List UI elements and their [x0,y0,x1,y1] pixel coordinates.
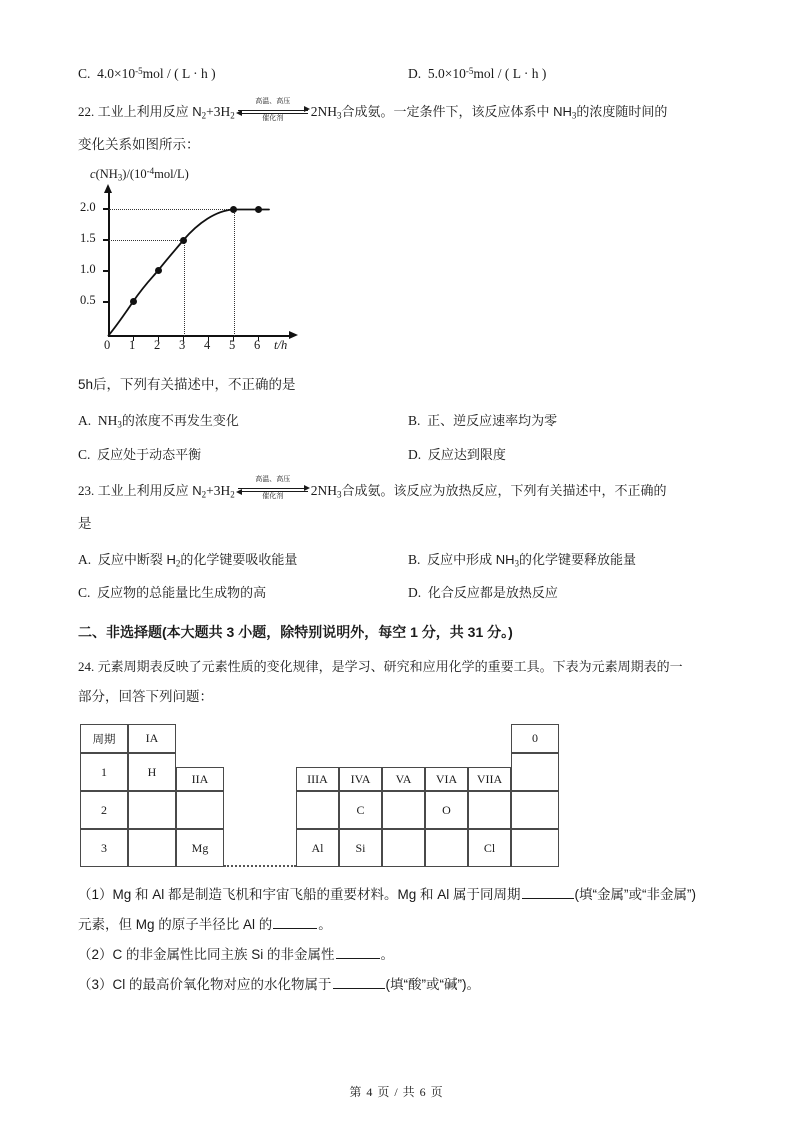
pt-cell-VIA-p3 [425,829,468,867]
q23-option-c-text: 反应物的总能量比生成物的高 [97,585,267,601]
q22-stem-part3: 的浓度随时间的 [576,104,668,120]
q23-option-c[interactable] [78,578,408,608]
q23-n-sub: 2 [201,488,207,499]
q22-option-a[interactable] [78,406,408,439]
q22-option-c[interactable] [78,440,408,470]
periodic-table [80,724,560,874]
q22-option-c-text: 反应处于动态平衡 [97,446,202,462]
q24-sub1-line2-a: 元素，但 Mg 的原子半径比 Al 的 [78,917,273,933]
q23-product: 2NH [310,482,338,498]
q23-stem-part2: 合成氨。该反应为放热反应，下列有关描述中，不正确的 [341,482,667,498]
q22-options-row-cd [78,440,718,470]
q22-option-b-label: B. [408,413,421,429]
chart-datapoint-1 [130,298,137,305]
section-2-heading: 二、非选择题(本大题共 3 小题，除特别说明外，每空 1 分，共 31 分。) [78,624,513,641]
q22-option-d-label: D. [408,446,422,462]
q24-sub1-answer-blank-2[interactable] [273,915,317,929]
pt-group-IIA: IIA [176,767,224,791]
q24-sub1-text-a: （1）Mg 和 Al 都是制造飞机和宇宙飞船的重要材料。Mg 和 Al 属于同周期 [78,887,521,903]
q24-stem-line2: 部分，回答下列问题： [78,689,213,705]
q23-option-d-label: D. [408,585,422,601]
q24-sub3-text-b: (填“酸”或“碱”)。 [385,977,480,993]
q23-option-b-sub: 3 [514,558,520,569]
q21-option-c[interactable] [78,56,408,89]
pt-group-VA: VA [382,767,425,791]
q22-nh-sub: 3 [337,110,342,121]
q23-stem-plus: +3H [206,482,231,498]
pt-cell-VA-p3 [382,829,425,867]
q21-option-c-value: $4.0\times 10^{-5}mol$ / ( L · h ) [97,66,216,82]
pt-cell-IA-p3 [128,829,176,867]
pt-group-0: 0 [511,724,559,753]
page-content [78,56,718,1000]
q22-option-c-label: C. [78,446,91,462]
q21-option-c-label: C. [78,66,91,82]
q23-option-b-post: 的化学键要释放能量 [519,551,637,567]
q23-option-a[interactable] [78,545,408,578]
pt-element-Al: Al [296,829,339,867]
chart-y-ticklabel-1.5: 1.5 [80,231,96,246]
q22-stem [78,97,718,130]
chart-x-ticklabel-6: 6 [254,338,261,353]
pt-cell-IA-p2 [128,791,176,829]
q24-sub3 [78,970,718,1000]
pt-element-O: O [425,791,468,829]
q23-option-b-pre: 反应中形成 NH [427,551,515,567]
pt-group-IIIA: IIIA [296,767,339,791]
q24-sub2-answer-blank[interactable] [336,945,380,959]
q22-option-a-sub: 3 [117,419,122,430]
chart-x-ticklabel-1: 1 [129,338,136,353]
q24-sub3-answer-blank[interactable] [333,975,385,989]
q24-sub1-line2 [78,910,718,940]
q23-option-d-text: 化合反应都是放热反应 [427,585,558,601]
pt-cell-VA-p2 [382,791,425,829]
q24-number: 24. [78,659,95,675]
q24-stem-text1: 元素周期表反映了元素性质的变化规律，是学习、研究和应用化学的重要工具。下表为元素周期表的一 [97,659,683,675]
chart-x-ticklabel-4: 4 [204,338,211,353]
q23-number: 23. [78,482,95,498]
q21-option-d-label: D. [408,66,422,82]
chart-curve [86,166,326,366]
q23-option-b-label: B. [408,551,421,567]
q24-sub2-text-a: （2）C 的非金属性比同主族 Si 的非金属性 [78,947,335,963]
chart-y-ticklabel-2.0: 2.0 [80,200,96,215]
q24-stem-line1 [78,652,718,682]
q24-sub2-text-b: 。 [380,947,395,963]
q23-option-d[interactable] [408,578,718,608]
q22-option-b-text: 正、逆反应速率均为零 [427,413,558,429]
q22-nh-sub2: 3 [571,110,577,121]
chart-datapoint-3 [180,237,187,244]
q23-options-row-ab [78,545,718,578]
q22-h-sub: 2 [230,110,235,121]
q22-n-sub: 2 [201,110,207,121]
q22-option-d[interactable] [408,440,718,470]
pt-period-1: 1 [80,753,128,791]
pt-period-3: 3 [80,829,128,867]
chart-x-ticklabel-0: 0 [104,338,111,353]
pt-element-C: C [339,791,382,829]
pt-element-Cl: Cl [468,829,511,867]
chart-y-axis-label: $c(NH_3)/(10^{-4}mol/L)$ [90,166,189,183]
q22-number: 22. [78,104,95,120]
q22-stem-plus: +3H [206,104,231,120]
pt-group-IVA: IVA [339,767,382,791]
q22-prompt: 5h后，下列有关描述中，不正确的是 [78,377,296,393]
concentration-time-chart [80,166,326,366]
reaction-arrow-icon [236,478,310,504]
pt-element-Mg: Mg [176,829,224,867]
q22-stem-line2: 变化关系如图所示： [78,137,200,153]
q22-option-b[interactable] [408,406,718,439]
pt-group-IA: IA [128,724,176,753]
q23-option-a-sub: 2 [175,558,181,569]
q22-option-a-formula: NH [97,413,118,429]
q22-stem-part2: 合成氨。一定条件下，该反应体系中 NH [341,104,572,120]
q22-option-a-label: A. [78,413,92,429]
q22-stem-part1: 工业上利用反应 N [97,104,202,120]
pt-header-period: 周期 [80,724,128,753]
q23-option-a-label: A. [78,551,92,567]
pt-element-Si: Si [339,829,382,867]
pt-cell-0-p1 [511,753,559,791]
q23-option-a-post: 的化学键要吸收能量 [180,551,298,567]
q21-options-row [78,56,718,89]
q22-option-d-text: 反应达到限度 [427,446,506,462]
q22-option-a-text: 的浓度不再发生变化 [121,413,239,429]
pt-period-2: 2 [80,791,128,829]
q23-option-c-label: C. [78,585,91,601]
chart-x-ticklabel-5: 5 [229,338,236,353]
pt-cell-IIIA-p2 [296,791,339,829]
pt-connector-dotted-line [224,865,296,867]
chart-x-ticklabel-2: 2 [154,338,161,353]
q23-option-a-pre: 反应中断裂 H [97,551,176,567]
q24-sub1-line1 [78,880,718,910]
pt-cell-0-p2 [511,791,559,829]
q24-sub2 [78,940,718,970]
chart-y-ticklabel-0.5: 0.5 [80,293,96,308]
q23-stem-line2: 是 [78,515,92,531]
arrow-condition-bottom: 催化剂 [262,114,284,122]
pt-cell-VIIA-p2 [468,791,511,829]
arrow-condition-top: 高温、高压 [255,97,291,105]
q21-option-d-value: $5.0\times 10^{-5}mol$ / ( L · h ) [427,66,547,82]
q23-stem [78,476,718,509]
q24-sub1-line2-b: 。 [318,917,332,933]
q22-product: 2NH [310,104,338,120]
q21-option-d[interactable] [408,56,718,89]
chart-x-ticklabel-3: 3 [179,338,186,353]
q24-sub1-answer-blank-1[interactable] [522,885,574,899]
pt-cell-IIA-p2 [176,791,224,829]
page-footer: 第 4 页 / 共 6 页 [349,1085,444,1099]
chart-y-ticklabel-1.0: 1.0 [80,262,96,277]
q23-option-b[interactable] [408,545,718,578]
arrow-condition-bottom: 催化剂 [262,493,284,501]
q22-options-row-ab [78,406,718,439]
pt-group-VIIA: VIIA [468,767,511,791]
q24-sub1-text-b: (填“金属”或“非金属”) [574,887,697,903]
q23-h-sub: 2 [230,488,235,499]
q23-options-row-cd [78,578,718,608]
q23-nh-sub: 3 [337,488,342,499]
chart-x-axis-label: t/h [274,338,288,353]
arrow-condition-top: 高温、高压 [255,476,291,484]
pt-cell-0-p3 [511,829,559,867]
q23-stem-part1: 工业上利用反应 N [97,482,202,498]
q24-sub3-text-a: （3）Cl 的最高价氧化物对应的水化物属于 [78,977,332,993]
pt-element-H: H [128,753,176,791]
pt-group-VIA: VIA [425,767,468,791]
reaction-arrow-icon [236,97,310,126]
chart-datapoint-2 [155,267,162,274]
